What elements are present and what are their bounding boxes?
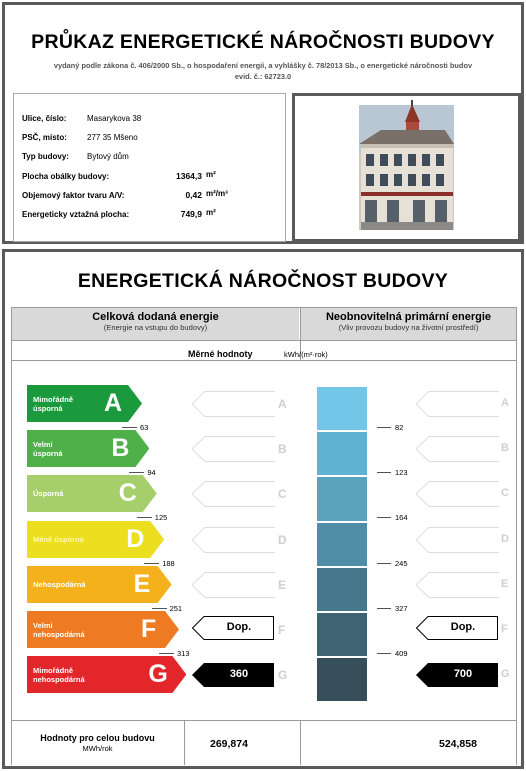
class-arrow-g bbox=[27, 656, 186, 693]
ghost-class-letter: B bbox=[278, 442, 287, 457]
class-letter-f: F bbox=[141, 615, 157, 643]
delivered-energy-value-marker bbox=[192, 663, 274, 692]
street-label: Ulice, číslo: bbox=[22, 114, 67, 123]
class-label-line: Velmi bbox=[33, 621, 53, 630]
delivered-energy-threshold-value: 63 bbox=[140, 423, 149, 432]
ghost-class-letter: C bbox=[278, 487, 287, 502]
reference-area-unit: m² bbox=[206, 208, 216, 217]
ghost-class-letter: E bbox=[278, 577, 287, 592]
delivered-energy-requirement-marker bbox=[192, 616, 274, 645]
delivered-energy-subtitle: (Energie na vstupu do budovy) bbox=[103, 323, 208, 332]
total-primary-energy: 524,858 bbox=[439, 738, 477, 750]
delivered-energy-header bbox=[12, 308, 299, 340]
ghost-class-letter: F bbox=[501, 623, 508, 635]
totals-unit: MWh/rok bbox=[82, 744, 113, 753]
ghost-class-letter: E bbox=[501, 577, 509, 590]
ghost-class-letter: A bbox=[501, 397, 509, 409]
delivered-energy-requirement-label: Dop. bbox=[226, 621, 252, 633]
primary-energy-value-marker bbox=[416, 663, 498, 692]
class-label-a bbox=[33, 395, 73, 413]
ghost-outline-right bbox=[415, 572, 499, 603]
grid-line bbox=[516, 307, 517, 765]
class-label-line: Méně úsporná bbox=[33, 534, 84, 544]
primary-energy-class-bar-e bbox=[317, 568, 367, 611]
envelope-area-label: Plocha obálky budovy: bbox=[22, 172, 110, 181]
class-label-f bbox=[33, 621, 85, 639]
legal-basis-text: vydaný podle zákona č. 406/2000 Sb., o hospodaření energií, a vyhlášky č. 78/2013 Sb., o energetické náročnosti budov bbox=[53, 61, 473, 70]
grid-line bbox=[300, 720, 301, 765]
primary-energy-requirement-marker bbox=[416, 616, 498, 645]
class-letter-d: D bbox=[126, 524, 145, 553]
registration-number: evid. č.: 62723.0 bbox=[234, 72, 292, 81]
class-label-b bbox=[33, 440, 63, 458]
class-arrow-c bbox=[27, 475, 157, 512]
class-arrow-a bbox=[27, 385, 142, 422]
class-letter-a: A bbox=[104, 389, 123, 417]
ghost-class-letter: A bbox=[278, 397, 287, 411]
primary-energy-class-bar-f bbox=[317, 613, 367, 656]
class-label-line: nehospodárná bbox=[33, 630, 85, 639]
class-label-line: Mimořádně bbox=[33, 395, 74, 404]
psc-value: 277 35 Mšeno bbox=[87, 133, 138, 142]
building-photo-frame bbox=[292, 93, 521, 242]
class-letter-e: E bbox=[133, 569, 151, 598]
class-letter-g: G bbox=[148, 660, 168, 689]
primary-energy-tick-line bbox=[377, 472, 391, 473]
ghost-class-letter: B bbox=[501, 442, 509, 455]
ghost-outline-left bbox=[191, 481, 275, 512]
primary-energy-tick-line bbox=[377, 517, 391, 518]
specific-values-label: Měrné hodnoty bbox=[188, 349, 253, 359]
certificate-title: PRŮKAZ ENERGETICKÉ NÁROČNOSTI BUDOVY bbox=[31, 31, 495, 53]
grid-line bbox=[184, 720, 185, 765]
primary-energy-tick-line bbox=[377, 427, 391, 428]
reference-area-value: 749,9 bbox=[180, 209, 202, 219]
grid-line bbox=[11, 307, 12, 765]
class-arrow-d bbox=[27, 521, 164, 558]
ghost-outline-left bbox=[191, 391, 275, 422]
class-label-e bbox=[33, 580, 86, 589]
class-label-line: nehospodárná bbox=[33, 675, 85, 685]
delivered-energy-title: Celková dodaná energie bbox=[92, 311, 219, 323]
primary-energy-tick-line bbox=[377, 653, 391, 654]
primary-energy-class-bar-g bbox=[317, 658, 367, 701]
ghost-outline-left bbox=[191, 436, 275, 467]
class-arrow-e bbox=[27, 566, 172, 603]
grid-line bbox=[11, 307, 517, 308]
primary-energy-class-bar-d bbox=[317, 523, 367, 566]
delivered-energy-tick-line bbox=[137, 517, 152, 518]
delivered-energy-tick-line bbox=[152, 608, 167, 609]
certificate-subtitle bbox=[5, 60, 521, 82]
ghost-outline-right bbox=[415, 391, 499, 422]
ghost-outline-right bbox=[415, 436, 499, 467]
ghost-class-letter: G bbox=[278, 668, 288, 683]
primary-energy-value: 700 bbox=[453, 668, 473, 680]
ghost-class-letter: D bbox=[501, 532, 509, 545]
section-title: ENERGETICKÁ NÁROČNOST BUDOVY bbox=[77, 270, 449, 292]
building-photo bbox=[295, 96, 518, 239]
class-label-line: Úsporná bbox=[33, 489, 64, 499]
delivered-energy-threshold-value: 94 bbox=[147, 468, 156, 478]
ghost-class-letter: C bbox=[501, 487, 509, 500]
delivered-energy-threshold-value: 188 bbox=[162, 558, 175, 568]
building-type-value: Bytový dům bbox=[87, 152, 129, 161]
primary-energy-threshold-value: 123 bbox=[395, 468, 408, 478]
primary-energy-title: Neobnovitelná primární energie bbox=[325, 311, 492, 323]
building-type-label: Typ budovy: bbox=[22, 152, 69, 161]
specific-values-unit: kWh/(m²·rok) bbox=[284, 350, 328, 359]
delivered-energy-tick-line bbox=[159, 653, 174, 654]
primary-energy-tick-line bbox=[377, 608, 391, 609]
reference-area-label: Energeticky vztažná plocha: bbox=[22, 210, 130, 219]
primary-energy-threshold-value: 327 bbox=[395, 603, 408, 613]
ghost-class-letter: F bbox=[278, 623, 286, 637]
delivered-energy-threshold-value: 125 bbox=[154, 513, 168, 523]
shape-factor-label: Objemový faktor tvaru A/V: bbox=[22, 191, 125, 200]
envelope-area-value: 1364,3 bbox=[176, 171, 202, 181]
shape-factor-value: 0,42 bbox=[185, 190, 202, 200]
grid-line bbox=[11, 720, 517, 721]
primary-energy-subtitle: (Vliv provozu budovy na životní prostředí) bbox=[338, 323, 479, 332]
primary-energy-class-bar-b bbox=[317, 432, 367, 475]
primary-energy-class-bar-a bbox=[317, 387, 367, 430]
ghost-class-letter: D bbox=[278, 532, 287, 547]
primary-energy-threshold-value: 82 bbox=[395, 423, 404, 432]
primary-energy-threshold-value: 409 bbox=[395, 649, 408, 658]
class-label-d bbox=[33, 535, 84, 544]
grid-line bbox=[11, 360, 517, 361]
class-letter-c: C bbox=[118, 479, 137, 508]
shape-factor-unit: m²/m³ bbox=[206, 189, 228, 198]
delivered-energy-threshold-value: 251 bbox=[169, 603, 183, 613]
psc-label: PSČ, místo: bbox=[22, 133, 67, 142]
class-label-line: Mimořádně bbox=[33, 666, 74, 676]
primary-energy-requirement-label: Dop. bbox=[450, 621, 476, 633]
class-label-c bbox=[33, 489, 63, 498]
primary-energy-tick-line bbox=[377, 563, 391, 564]
class-label-line: Nehospodárná bbox=[33, 579, 86, 589]
class-label-line: úsporná bbox=[33, 449, 63, 459]
primary-energy-class-bar-c bbox=[317, 477, 367, 520]
energy-rating-panel bbox=[2, 249, 524, 769]
ghost-outline-right bbox=[415, 527, 499, 558]
primary-energy-threshold-value: 245 bbox=[395, 558, 408, 568]
envelope-area-unit: m² bbox=[206, 170, 216, 179]
street-value: Masarykova 38 bbox=[87, 114, 142, 123]
certificate-header-panel bbox=[2, 2, 524, 244]
total-delivered-energy: 269,874 bbox=[210, 738, 248, 750]
delivered-energy-value: 360 bbox=[229, 668, 249, 680]
ghost-outline-left bbox=[191, 527, 275, 558]
grid-line bbox=[11, 340, 517, 341]
primary-energy-header bbox=[301, 308, 516, 340]
totals-label: Hodnoty pro celou budovu bbox=[40, 733, 155, 743]
building-info-box bbox=[13, 93, 286, 242]
delivered-energy-tick-line bbox=[129, 472, 144, 473]
class-letter-b: B bbox=[111, 434, 130, 463]
ghost-class-letter: G bbox=[501, 668, 510, 681]
primary-energy-threshold-value: 164 bbox=[395, 513, 408, 523]
ghost-outline-left bbox=[191, 572, 275, 603]
class-label-line: Velmi bbox=[33, 440, 53, 450]
delivered-energy-tick-line bbox=[122, 427, 137, 428]
delivered-energy-tick-line bbox=[144, 563, 159, 564]
class-arrow-f bbox=[27, 611, 179, 648]
class-label-g bbox=[33, 666, 85, 684]
class-label-line: úsporná bbox=[33, 404, 63, 413]
delivered-energy-threshold-value: 313 bbox=[177, 649, 190, 658]
class-arrow-b bbox=[27, 430, 149, 467]
ghost-outline-right bbox=[415, 481, 499, 512]
